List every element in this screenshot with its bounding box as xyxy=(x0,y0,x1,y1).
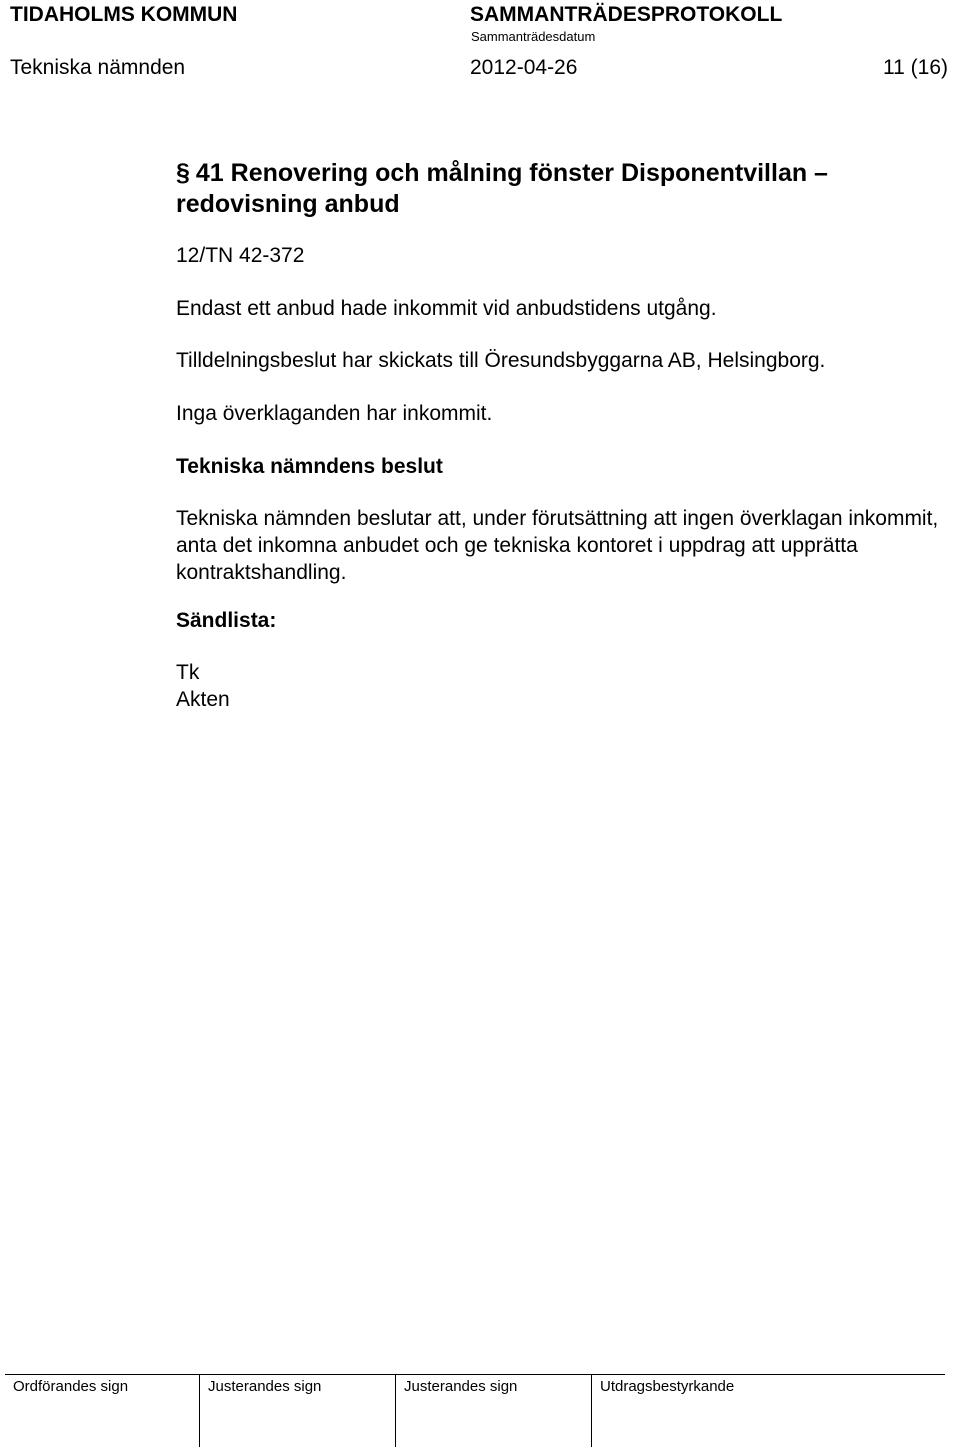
decision-heading: Tekniska nämndens beslut xyxy=(176,455,443,478)
paragraph-1: Endast ett anbud hade inkommit vid anbudstidens utgång. xyxy=(176,297,717,320)
list-item: Akten xyxy=(176,688,230,711)
paragraph-2: Tilldelningsbeslut har skickats till Öresundsbyggarna AB, Helsingborg. xyxy=(176,349,826,372)
decision-text: Tekniska nämnden beslutar att, under förutsättning att ingen överklagan inkommit, anta det inkomna anbudet och ge tekniska kontoret i uppdrag att upprätta kontraktshandling. xyxy=(176,507,939,584)
page-number: 11 (16) xyxy=(883,56,948,79)
signature-label: Justerandes sign xyxy=(404,1378,518,1395)
paragraph-3: Inga överklaganden har inkommit. xyxy=(176,402,493,425)
signature-cell-chair xyxy=(5,1375,200,1447)
signature-label: Utdragsbestyrkande xyxy=(600,1378,735,1395)
date-label: Sammanträdesdatum xyxy=(471,29,596,44)
distribution-list xyxy=(176,659,230,713)
list-item: Tk xyxy=(176,661,200,684)
signature-cell-adjuster-2 xyxy=(396,1375,591,1447)
item-title xyxy=(176,158,946,220)
section-sign: § xyxy=(176,159,190,187)
meeting-date: 2012-04-26 xyxy=(470,56,578,79)
item-title-block xyxy=(176,158,946,220)
signature-cell-adjuster-1 xyxy=(200,1375,395,1447)
signature-cell-certification xyxy=(592,1375,942,1447)
distribution-heading: Sändlista: xyxy=(176,609,277,632)
item-title-text: 41 Renovering och målning fönster Disponentvillan – redovisning anbud xyxy=(176,159,828,218)
case-number: 12/TN 42-372 xyxy=(176,244,305,267)
organization-name: TIDAHOLMS KOMMUN xyxy=(10,3,238,26)
signature-label: Ordförandes sign xyxy=(13,1378,129,1395)
signature-label: Justerandes sign xyxy=(208,1378,322,1395)
document-type: SAMMANTRÄDESPROTOKOLL xyxy=(470,3,783,26)
committee-name: Tekniska nämnden xyxy=(10,56,186,79)
